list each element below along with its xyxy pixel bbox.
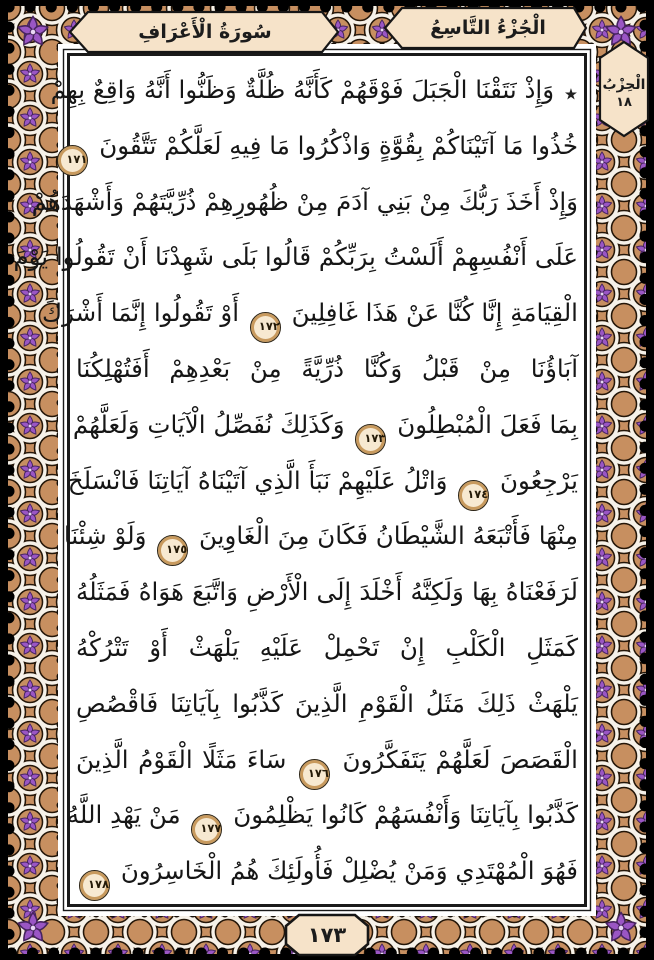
ayah-text: الْقِيَامَةِ إِنَّا كُنَّا عَنْ هَذَا غَافِلِينَ bbox=[291, 298, 578, 328]
quran-line bbox=[66, 118, 578, 174]
quran-line bbox=[63, 508, 578, 564]
verse-number-medallion: ١٧٧ bbox=[191, 814, 222, 845]
hizb-label: الْحِزْبُ bbox=[602, 76, 646, 93]
quran-line bbox=[76, 564, 578, 620]
quran-line bbox=[76, 620, 578, 676]
verse-number-medallion: ١٧٦ bbox=[299, 759, 330, 790]
quran-line bbox=[50, 62, 578, 118]
quran-line bbox=[31, 174, 578, 230]
quran-line bbox=[66, 787, 578, 843]
ayah-text: الْقَصَصَ لَعَلَّهُمْ يَتَفَكَّرُونَ bbox=[342, 744, 578, 774]
verse-number-medallion: ١٧٣ bbox=[355, 424, 386, 455]
ayah-text: آبَاؤُنَا مِنْ قَبْلُ وَكُنَّا ذُرِّيَّةً مِنْ بَعْدِهِمْ أَفَتُهْلِكُنَا bbox=[76, 353, 578, 383]
verse-number-medallion: ١٧١ bbox=[57, 145, 88, 176]
ayah-text: كَذَّبُوا بِآيَاتِنَا وَأَنْفُسَهُمْ كَانُوا يَظْلِمُونَ bbox=[233, 800, 578, 830]
quran-text-block bbox=[13, 62, 578, 900]
hizb-number: ١٨ bbox=[616, 94, 632, 110]
quran-line bbox=[76, 341, 578, 397]
quran-line bbox=[13, 229, 578, 285]
ayah-text: مَنْ يَهْدِ اللَّهُ bbox=[66, 800, 181, 830]
quran-line bbox=[72, 397, 578, 453]
ayah-text: سَاءَ مَثَلًا الْقَوْمُ الَّذِينَ bbox=[76, 744, 287, 774]
ayah-text: أَوْ تَقُولُوا إِنَّمَا أَشْرَكَ bbox=[41, 298, 240, 328]
page-number: ١٧٣ bbox=[307, 923, 347, 947]
verse-number-medallion: ١٧٨ bbox=[79, 870, 110, 901]
quran-line bbox=[67, 453, 578, 509]
ayah-text: وَاتْلُ عَلَيْهِمْ نَبَأَ الَّذِي آتَيْنَاهُ آيَاتِنَا فَانْسَلَخَ bbox=[67, 465, 448, 495]
quran-line bbox=[76, 843, 578, 899]
ayah-text: خُذُوا مَا آتَيْنَاكُمْ بِقُوَّةٍ وَاذْكُرُوا مَا فِيهِ لَعَلَّكُمْ تَتَّقُونَ bbox=[99, 130, 578, 160]
ayah-text: يَلْهَثْ ذَلِكَ مَثَلُ الْقَوْمِ الَّذِينَ كَذَّبُوا بِآيَاتِنَا فَاقْصُصِ bbox=[76, 688, 578, 718]
ayah-text: لَرَفَعْنَاهُ بِهَا وَلَكِنَّهُ أَخْلَدَ إِلَى الْأَرْضِ وَاتَّبَعَ هَوَاهُ فَمَثَلُهُ bbox=[76, 577, 578, 607]
rub-el-hizb-icon: ٭ bbox=[563, 79, 578, 109]
juz-header: الْجُزْءُ التَّاسِعُ bbox=[430, 17, 546, 39]
ayah-text: وَإِذْ نَتَقْنَا الْجَبَلَ فَوْقَهُمْ كَأَنَّهُ ظُلَّةٌ وَظَنُّوا أَنَّهُ وَاقِعٌ بِهِمْ bbox=[50, 75, 555, 104]
ayah-text: فَهُوَ الْمُهْتَدِي وَمَنْ يُضْلِلْ فَأُولَئِكَ هُمُ الْخَاسِرُونَ bbox=[120, 856, 578, 886]
hizb-marker bbox=[600, 54, 648, 132]
verse-number-medallion: ١٧٢ bbox=[250, 312, 281, 343]
ayah-text: وَكَذَلِكَ نُفَصِّلُ الْآيَاتِ وَلَعَلَّهُمْ bbox=[72, 409, 345, 439]
ayah-text: عَلَى أَنْفُسِهِمْ أَلَسْتُ بِرَبِّكُمْ قَالُوا بَلَى شَهِدْنَا أَنْ تَقُولُوا يَوْمَ bbox=[13, 242, 578, 272]
ayah-text: مِنْهَا فَأَتْبَعَهُ الشَّيْطَانُ فَكَانَ مِنَ الْغَاوِينَ bbox=[199, 521, 578, 551]
verse-number-medallion: ١٧٥ bbox=[157, 535, 188, 566]
ayah-text: بِمَا فَعَلَ الْمُبْطِلُونَ bbox=[397, 409, 578, 439]
quran-line bbox=[76, 732, 578, 788]
quran-line bbox=[76, 676, 578, 732]
ayah-text: وَلَوْ شِئْنَا bbox=[63, 521, 147, 551]
surah-header: سُورَةُ الْأَعْرَافِ bbox=[138, 21, 272, 43]
verse-number-medallion: ١٧٤ bbox=[458, 480, 489, 511]
ayah-text: وَإِذْ أَخَذَ رَبُّكَ مِنْ بَنِي آدَمَ مِنْ ظُهُورِهِمْ ذُرِّيَّتَهُمْ وَأَشْهَدَهُمْ bbox=[31, 186, 578, 216]
quran-line bbox=[41, 285, 578, 341]
ayah-text: كَمَثَلِ الْكَلْبِ إِنْ تَحْمِلْ عَلَيْهِ يَلْهَثْ أَوْ تَتْرُكْهُ bbox=[76, 632, 578, 662]
ayah-text: يَرْجِعُونَ bbox=[500, 465, 578, 495]
